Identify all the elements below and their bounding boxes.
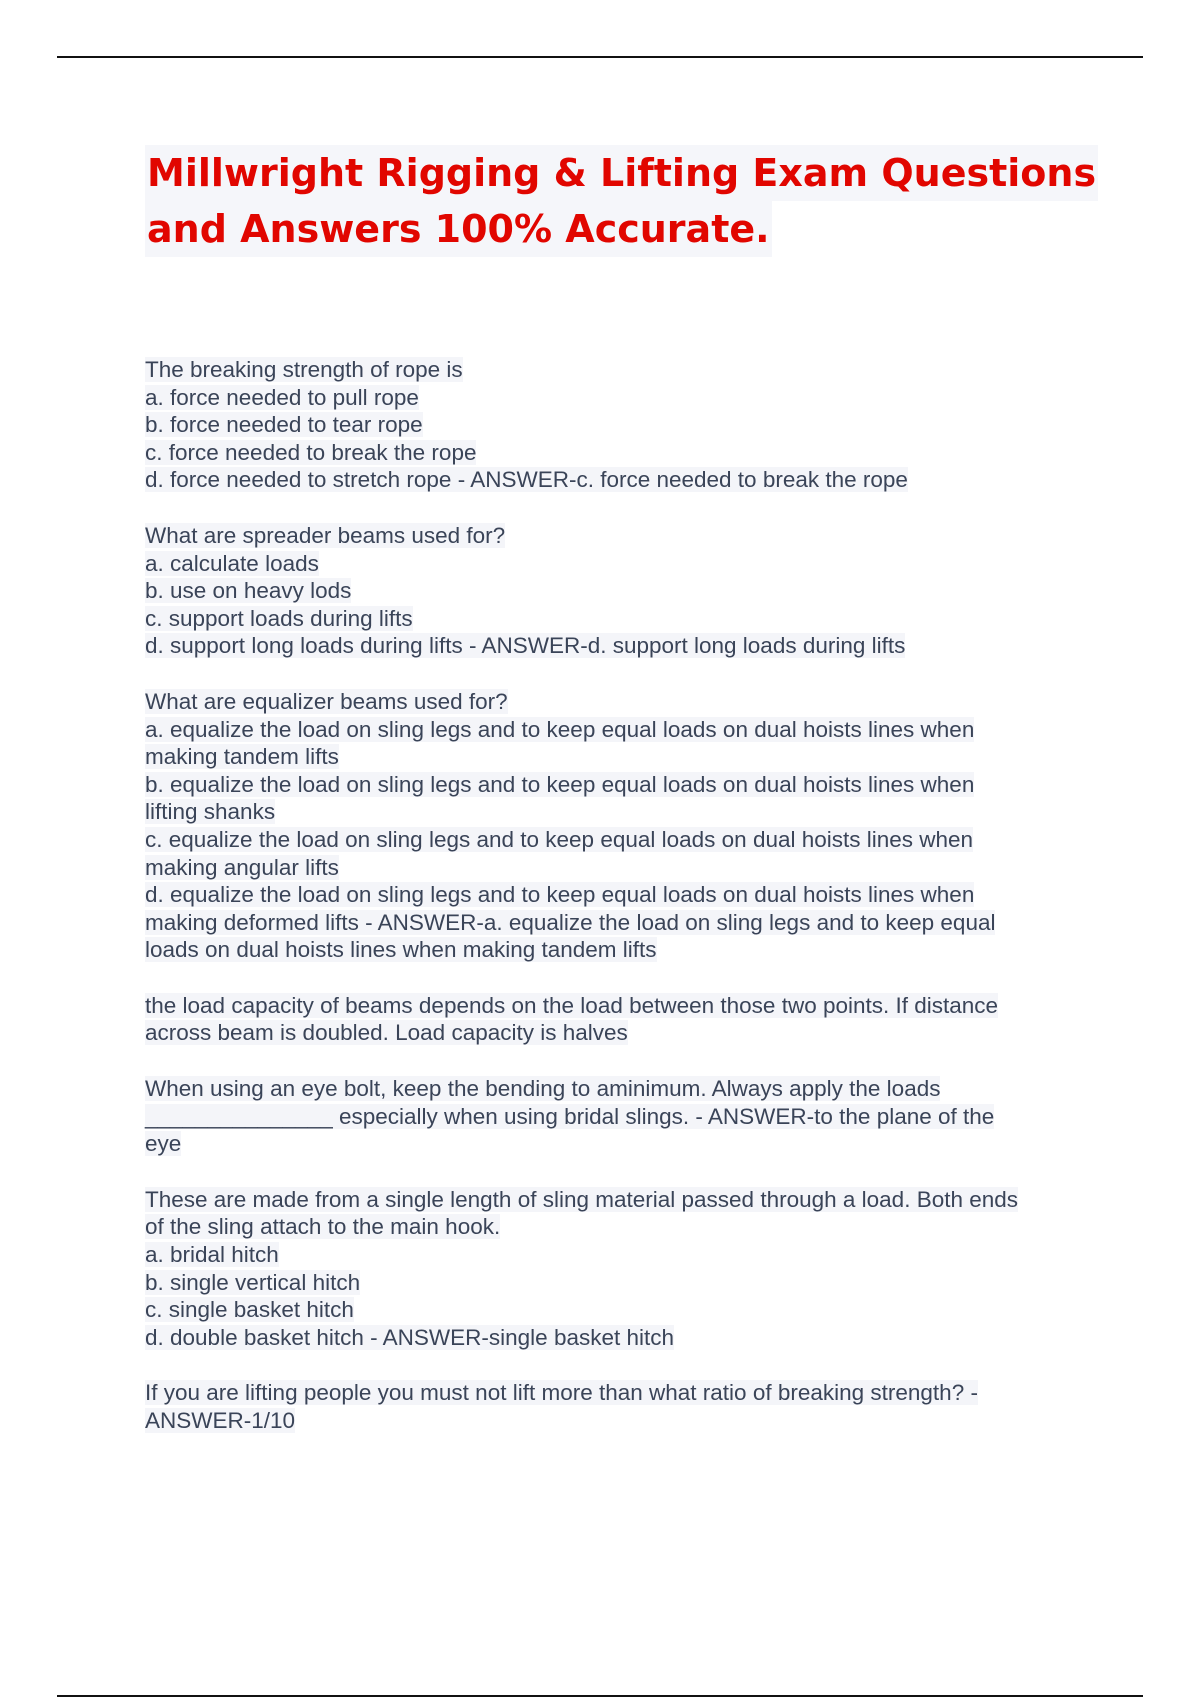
option-line: c. force needed to break the rope (145, 439, 477, 465)
option-line: b. single vertical hitch (145, 1269, 361, 1295)
title-line: Millwright Rigging & Lifting Exam Questions (145, 145, 1098, 201)
option-line: a. equalize the load on sling legs and to keep equal loads on dual hoists lines when (145, 716, 975, 742)
qa-item (145, 1075, 1095, 1158)
question-line: These are made from a single length of sling material passed through a load. Both ends (145, 1186, 1019, 1212)
option-line: b. force needed to tear rope (145, 412, 423, 438)
option-line: loads on dual hoists lines when making tandem lifts (145, 937, 657, 963)
question-line: What are spreader beams used for? (145, 522, 506, 548)
statement-line: across beam is doubled. Load capacity is halves (145, 1020, 628, 1046)
option-line: d. equalize the load on sling legs and to keep equal loads on dual hoists lines when (145, 882, 975, 908)
qa-item (145, 356, 1095, 494)
option-line: lifting shanks (145, 799, 276, 825)
option-line: c. support loads during lifts (145, 605, 413, 631)
option-line: c. equalize the load on sling legs and to keep equal loads on dual hoists lines when (145, 826, 974, 852)
question-line: What are equalizer beams used for? (145, 688, 508, 714)
option-line: making angular lifts (145, 854, 339, 880)
statement-line: the load capacity of beams depends on the load between those two points. If distance (145, 992, 999, 1018)
option-line: b. use on heavy lods (145, 578, 352, 604)
question-line: _______________ especially when using bridal slings. - ANSWER-to the plane of the (145, 1103, 995, 1129)
top-rule (57, 56, 1143, 58)
qa-item (145, 1379, 1095, 1434)
option-line: a. force needed to pull rope (145, 384, 419, 410)
qa-item (145, 688, 1095, 964)
question-line: If you are lifting people you must not lift more than what ratio of breaking strength? - (145, 1380, 978, 1406)
qa-item (145, 522, 1095, 660)
qa-item (145, 1186, 1095, 1352)
question-line: The breaking strength of rope is (145, 357, 463, 382)
bottom-rule (57, 1695, 1143, 1697)
question-line: of the sling attach to the main hook. (145, 1214, 501, 1240)
option-line: making tandem lifts (145, 744, 339, 770)
qa-item (145, 992, 1095, 1047)
answer-line: ANSWER-1/10 (145, 1408, 296, 1433)
option-line: d. support long loads during lifts - ANSWER-d. support long loads during lifts (145, 633, 906, 659)
qa-content (145, 356, 1095, 1463)
option-line: b. equalize the load on sling legs and to keep equal loads on dual hoists lines when (145, 771, 975, 797)
option-line: a. bridal hitch (145, 1242, 279, 1268)
option-line: a. calculate loads (145, 550, 319, 576)
question-line: eye (145, 1131, 182, 1157)
option-line: c. single basket hitch (145, 1297, 354, 1323)
title-line: and Answers 100% Accurate. (145, 201, 772, 257)
option-line: d. force needed to stretch rope - ANSWER-c. force needed to break the rope (145, 467, 908, 493)
option-line: making deformed lifts - ANSWER-a. equalize the load on sling legs and to keep equal (145, 909, 996, 935)
question-line: When using an eye bolt, keep the bending to aminimum. Always apply the loads (145, 1076, 941, 1102)
document-title (145, 145, 1095, 257)
option-line: d. double basket hitch - ANSWER-single basket hitch (145, 1324, 675, 1350)
